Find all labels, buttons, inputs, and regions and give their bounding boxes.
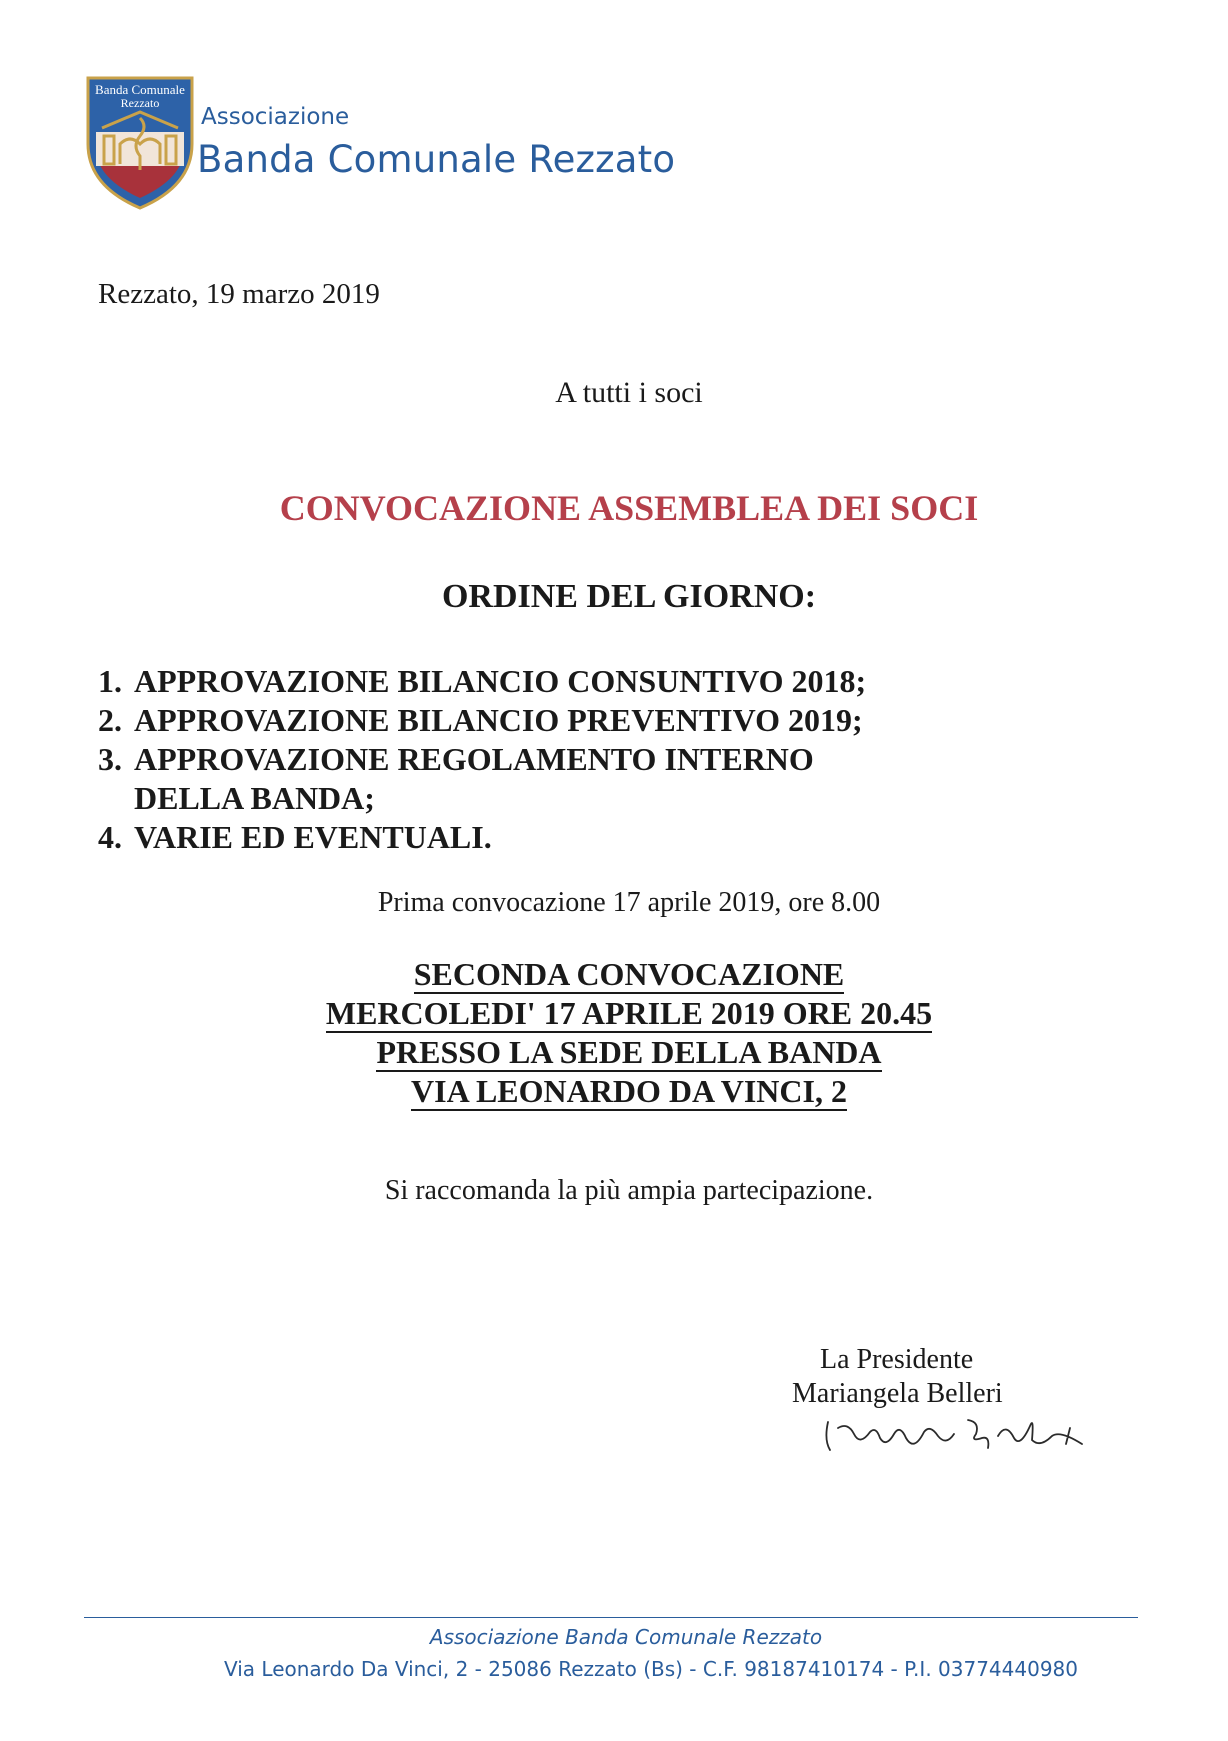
first-call-notice: Prima convocazione 17 aprile 2019, ore 8.00 [377, 887, 881, 918]
svg-text:Rezzato: Rezzato [120, 96, 160, 110]
agenda-item-number: 4. [98, 819, 122, 855]
footer-address: Via Leonardo Da Vinci, 2 - 25086 Rezzato (Bs) - C.F. 98187410174 - P.I. 03774440980 [223, 1657, 1078, 1681]
agenda-item-text: APPROVAZIONE BILANCIO CONSUNTIVO 2018; [134, 663, 867, 699]
agenda-item [98, 740, 998, 818]
signer-name: Mariangela Belleri [792, 1378, 1003, 1409]
second-call-line: MERCOLEDI' 17 APRILE 2019 ORE 20.45 [325, 995, 933, 1031]
recipient-line: A tutti i soci [555, 376, 703, 409]
second-call-line: SECONDA CONVOCAZIONE [413, 956, 845, 992]
band-logo-crest [84, 74, 196, 212]
second-call-line: VIA LEONARDO DA VINCI, 2 [411, 1073, 847, 1109]
footer-divider [84, 1617, 1138, 1618]
second-call-line: PRESSO LA SEDE DELLA BANDA [376, 1034, 882, 1070]
agenda-item-number: 3. [98, 741, 122, 777]
signer-role: La Presidente [820, 1344, 974, 1375]
agenda-list [98, 662, 998, 857]
agenda-item-number: 1. [98, 663, 122, 699]
agenda-item-text: APPROVAZIONE REGOLAMENTO INTERNO DELLA BANDA; [134, 741, 814, 816]
agenda-item [98, 818, 998, 857]
association-label: Associazione [201, 104, 350, 130]
agenda-item-number: 2. [98, 702, 122, 738]
document-title: CONVOCAZIONE ASSEMBLEA DEI SOCI [279, 488, 979, 528]
footer-organization: Associazione Banda Comunale Rezzato [429, 1625, 823, 1649]
letter-date: Rezzato, 19 marzo 2019 [98, 278, 380, 310]
agenda-heading: ORDINE DEL GIORNO: [441, 578, 817, 615]
participation-note: Si raccomanda la più ampia partecipazione. [384, 1175, 874, 1206]
association-name: Banda Comunale Rezzato [197, 138, 676, 181]
second-call-block [0, 955, 1228, 1111]
agenda-item [98, 701, 998, 740]
agenda-item [98, 662, 998, 701]
agenda-item-text: APPROVAZIONE BILANCIO PREVENTIVO 2019; [134, 702, 863, 738]
agenda-item-text: VARIE ED EVENTUALI. [134, 819, 492, 855]
svg-text:Banda Comunale: Banda Comunale [95, 82, 185, 97]
handwritten-signature [820, 1392, 1090, 1462]
